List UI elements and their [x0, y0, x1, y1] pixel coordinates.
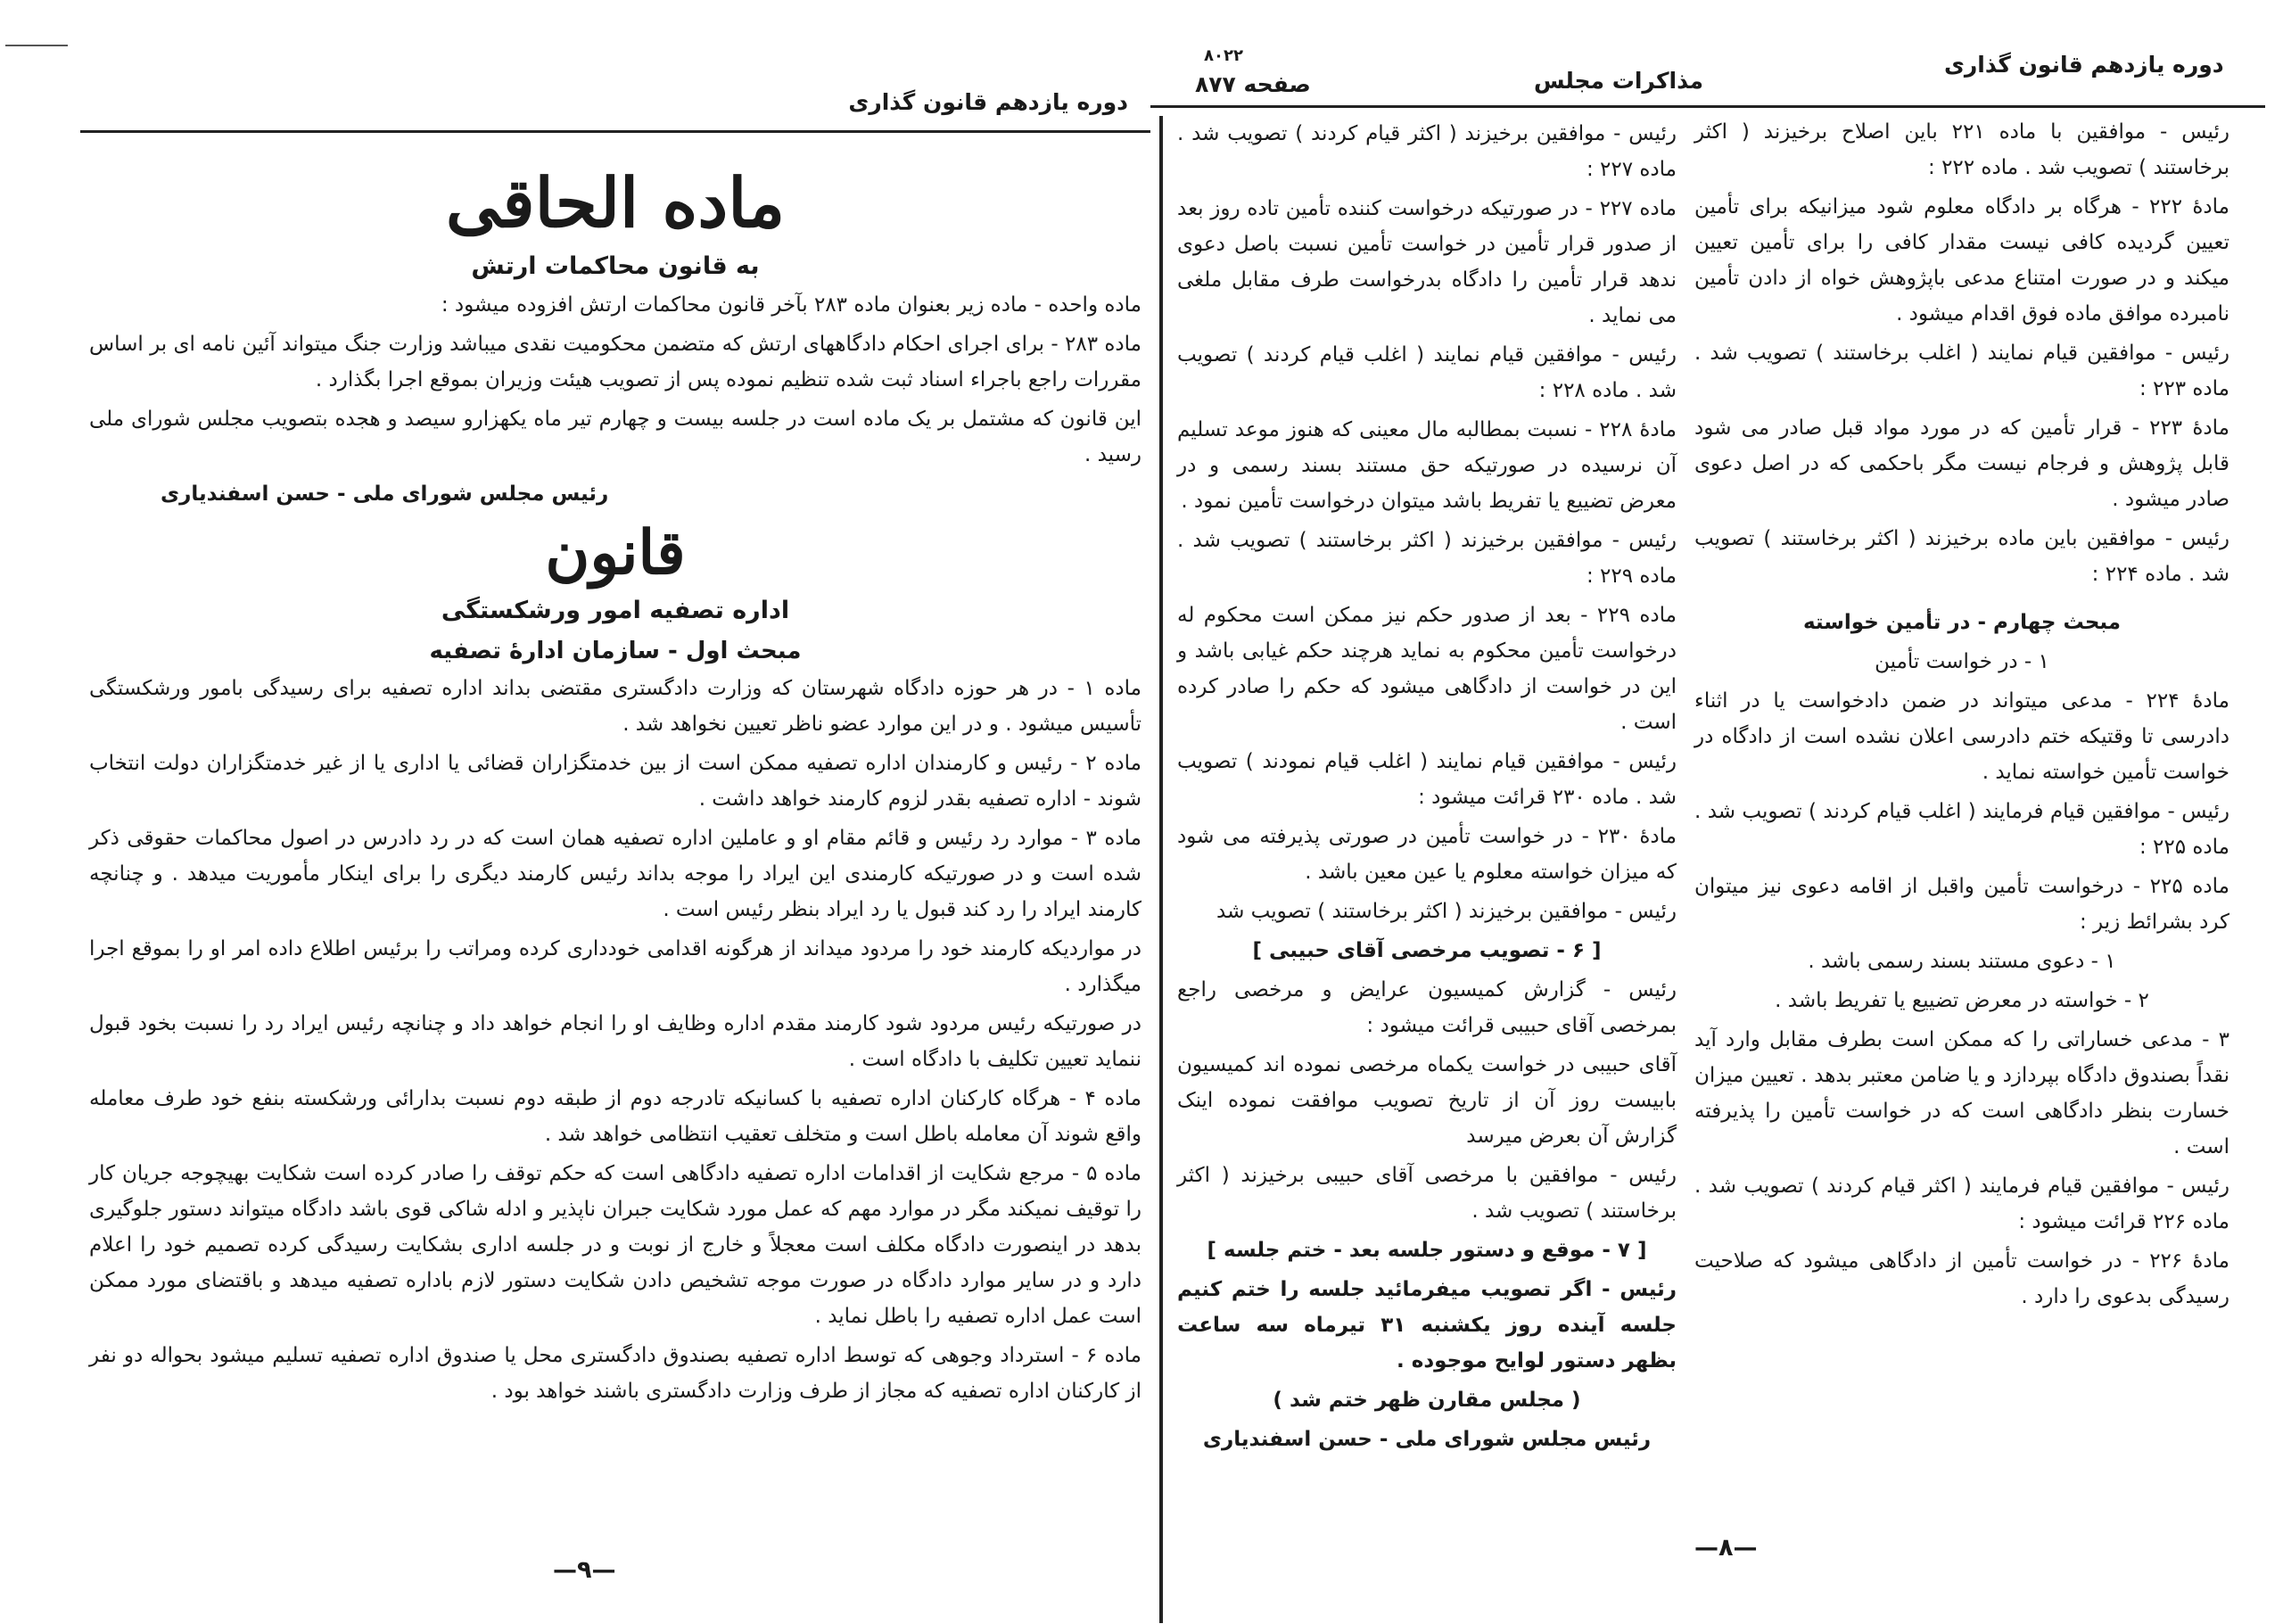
condition-item: ۲ - خواسته در معرض تضییع یا تفریط باشد .	[1775, 989, 2149, 1012]
proceeding-paragraph: رئیس - موافقین با ماده ۲۲۱ باین اصلاح برخیزند ( اکثر برخاستند ) تصویب شد . ماده ۲۲۲ :	[1694, 120, 2229, 179]
right-header-title: مذاکرات مجلس	[1534, 68, 1704, 94]
article-paragraph: در صورتیکه رئیس مردود شود کارمند مقدم اداره وظایف او را انجام خواهد داد و چنانچه رئیس ایراد رد را نسبت بخود قبول ننماید تعیین تکلیف با دادگاه است .	[89, 1012, 1142, 1071]
article-paragraph: ماده ۴ - هرگاه کارکنان اداره تصفیه با کسانیکه تادرجه دوم از طبقه دوم نسبت بدارائی ورشکسته بنفع خود طرف معامله واقع شوند آن معامله باطل است و متخلف تعقیب انتظامی خواهد شد .	[89, 1087, 1142, 1146]
proceeding-paragraph: ماده ۲۲۵ - درخواست تأمین واقبل از اقامه دعوی نیز میتوان کرد بشرائط زیر :	[1694, 875, 2230, 934]
proceeding-paragraph: رئیس - موافقین قیام نمایند ( اغلب برخاستند ) تصویب شد . ماده ۲۲۳ :	[1694, 342, 2229, 400]
page-spine-divider	[1159, 116, 1163, 1623]
article-paragraph: در مواردیکه کارمند خود را مردود میداند از هرگونه اقدامی خودداری کرده ومراتب را برئیس اطلاع داده امر او را بموقع اجرا میگذارد .	[89, 937, 1142, 996]
left-page-number: —۹—	[553, 1556, 616, 1584]
right-header-rule	[1150, 105, 2265, 108]
proceeding-paragraph: مادهٔ ۲۳۰ - در خواست تأمین در صورتی پذیرفته می شود که میزان خواسته معلوم یا عین معین باشد .	[1177, 825, 1677, 884]
proceeding-paragraph: رئیس - موافقین برخیزند ( اکثر برخاستند ) تصویب شد . ماده ۲۲۹ :	[1177, 529, 1677, 588]
left-body-column	[89, 161, 1142, 1413]
condition-item: ۳ - مدعی خساراتی را که ممکن است بطرف مقابل وارد آید نقداً بصندوق دادگاه بپردازد و یا ضامن معتبر بدهد . تعیین میزان خسارت بنظر دادگاهی است که در خواست تأمین را پذیرفته است .	[1694, 1028, 2229, 1158]
subsection-heading: مبحث چهارم - در تأمین خواسته	[1802, 611, 2122, 634]
section-heading: مبحث اول - سازمان ادارهٔ تصفیه	[429, 638, 802, 664]
condition-item: ۱ - دعوی مستند بسند رسمی باشد .	[1808, 950, 2116, 973]
proceeding-paragraph: ماده ۲۲۷ - در صورتیکه درخواست کننده تأمین تاده روز بعد از صدور قرار تأمین در خواست تأمین نسبت باصل دعوی ندهد قرار تأمین را دادگاه بدرخواست طرف مقابل ملغی می نماید .	[1177, 197, 1677, 327]
right-column-b	[1177, 116, 1677, 1461]
article-paragraph: ماده ۲ - رئیس و کارمندان اداره تصفیه ممکن است از بین خدمتگزاران قضائی یا اداری یا از غیر خدمتگزاران دولت انتخاب شوند - اداره تصفیه بقدر لزوم کارمند خواهد داشت .	[89, 752, 1142, 811]
proceeding-paragraph: رئیس - گزارش کمیسیون عرایض و مرخصی راجع بمرخصی آقای حبیبی قرائت میشود :	[1177, 978, 1677, 1037]
proceeding-paragraph: رئیس - موافقین با مرخصی آقای حبیبی برخیزند ( اکثر برخاستند ) تصویب شد .	[1177, 1164, 1677, 1223]
right-header-series: دوره یازدهم قانون گذاری	[1944, 52, 2224, 78]
proceeding-paragraph: مادهٔ ۲۲۶ - در خواست تأمین از دادگاهی میشود که صلاحیت رسیدگی بدعوی را دارد .	[1694, 1249, 2230, 1308]
agenda-heading: [ ۷ - موقع و دستور جلسه بعد - ختم جلسه ]	[1207, 1239, 1647, 1262]
proceeding-paragraph: رئیس - موافقین قیام فرمایند ( اکثر قیام کردند ) تصویب شد . ماده ۲۲۶ قرائت میشود :	[1694, 1175, 2229, 1233]
session-end-note: ( مجلس مقارن ظهر ختم شد )	[1273, 1389, 1581, 1412]
addendum-paragraph: این قانون که مشتمل بر یک ماده است در جلسه بیست و چهارم تیر ماه یکهزارو سیصد و هجده بتصویب مجلس شورای ملی رسید .	[89, 408, 1142, 466]
addendum-signature: رئیس مجلس شورای ملی - حسن اسفندیاری	[161, 482, 609, 506]
closing-paragraph: رئیس - اگر تصویب میفرمائید جلسه را ختم کنیم جلسه آینده روز یکشنبه ۳۱ تیرماه سه ساعت بظهر دستور لوایح موجوده .	[1177, 1278, 1677, 1373]
right-header-page: صفحه ۸۷۷	[1195, 71, 1311, 97]
article-paragraph: ماده ۶ - استرداد وجوهی که توسط اداره تصفیه بصندوق دادگستری محل یا صندوق اداره تصفیه تسلیم میشود بحواله دو نفر از کارکنان اداره تصفیه که مجاز از طرف وزارت دادگستری باشند خواهد بود .	[89, 1344, 1142, 1403]
article-paragraph: ماده ۵ - مرجع شکایت از اقدامات اداره تصفیه دادگاهی است که حکم توقف را صادر کرده است شکایت بهیچوجه جریان کار را توقیف نمیکند مگر در موارد مهم که عمل مورد شکایت جبران ناپذیر و ادله شاکی قوی باشد دادگاه میتواند دستور جلوگیری بدهد در اینصورت دادگاه مکلف است معجلاً و خارج از نوبت و در جلسه اداری بشکایت رسیدگی کرده تصمیم خود را اعلام دارد و در سایر موارد دادگاه در صورت موجه تشخیص دادن شکایت دستور لازم باداره تصفیه میدهد و باقتضای مورد ممکن است عمل اداره تصفیه را باطل نماید .	[89, 1162, 1142, 1328]
proceeding-paragraph: مادهٔ ۲۲۳ - قرار تأمین که در مورد مواد قبل صادر می شود قابل پژوهش و فرجام نیست مگر باحکمی که در اصل دعوی صادر میشود .	[1694, 416, 2229, 511]
proceeding-paragraph: رئیس - موافقین قیام نمایند ( اغلب قیام کردند ) تصویب شد . ماده ۲۲۸ :	[1177, 343, 1677, 402]
proceeding-paragraph: مادهٔ ۲۲۲ - هرگاه بر دادگاه معلوم شود میزانیکه برای تأمین تعیین گردیده کافی نیست مقدار کافی را برای تأمین تعیین میکند و در صورت امتناع مدعی باپژوهش خواه از دادن تأمین نامبرده موافق ماده فوق اقدام میشود .	[1694, 195, 2229, 326]
proceeding-paragraph: رئیس - موافقین برخیزند ( اکثر برخاستند ) تصویب شد	[1216, 900, 1677, 923]
addendum-paragraph: ماده ۲۸۳ - برای اجرای احکام دادگاههای ارتش که متضمن محکومیت نقدی میباشد وزارت جنگ میتواند آئین نامه ای بر اساس مقررات راجع باجراء اسناد ثبت شده تنظیم نموده پس از تصویب هیئت وزیران بموقع اجرا بگذارد .	[89, 333, 1142, 392]
left-running-header: دوره یازدهم قانون گذاری	[848, 89, 1128, 115]
addendum-subtitle: به قانون محاکمات ارتش	[471, 252, 760, 280]
proceeding-paragraph: رئیس - موافقین قیام فرمایند ( اغلب قیام کردند ) تصویب شد . ماده ۲۲۵ :	[1694, 800, 2229, 859]
right-column-a	[1694, 114, 2229, 1318]
law-title: قانون	[545, 517, 686, 589]
agenda-heading: [ ۶ - تصویب مرخصی آقای حبیبی ]	[1252, 939, 1602, 962]
scan-corner-mark	[5, 45, 68, 46]
addendum-paragraph: ماده واحده - ماده زیر بعنوان ماده ۲۸۳ بآخر قانون محاکمات ارتش افزوده میشود :	[441, 293, 1142, 317]
article-paragraph: ماده ۱ - در هر حوزه دادگاه شهرستان که وزارت دادگستری مقتضی بداند اداره تصفیه برای رسیدگی بامور ورشکستگی تأسیس میشود . و در این موارد عضو ناظر تعیین نخواهد شد .	[89, 677, 1142, 736]
law-subtitle: اداره تصفیه امور ورشکستگی	[441, 597, 790, 624]
article-paragraph: ماده ۳ - موارد رد رئیس و قائم مقام او و عاملین اداره تصفیه همان است که در رد دادرس در اصول محاکمات حقوقی ذکر شده است و در صورتیکه کارمندی این ایراد را موجه بداند رئیس کارمند دیگری را برای اینکار مأموریت میدهد . و چنانچه کارمند ایراد را رد کند قبول یا رد ایراد بنظر رئیس است .	[89, 827, 1142, 921]
proceeding-paragraph: رئیس - موافقین برخیزند ( اکثر قیام کردند ) تصویب شد . ماده ۲۲۷ :	[1177, 122, 1677, 181]
proceeding-paragraph: رئیس - موافقین قیام نمایند ( اغلب قیام نمودند ) تصویب شد . ماده ۲۳۰ قرائت میشود :	[1177, 750, 1677, 809]
right-header-mark: ۸۰۲۲	[1204, 46, 1243, 65]
proceeding-paragraph: آقای حبیبی در خواست یکماه مرخصی نموده اند کمیسیون بابیست روز آن از تاریخ تصویب موافقت نموده اینک گزارش آن بعرض میرسد	[1177, 1053, 1677, 1148]
addendum-title: ماده الحاقی	[445, 163, 786, 243]
proceeding-paragraph: مادهٔ ۲۲۴ - مدعی میتواند در ضمن دادخواست یا در اثناء دادرسی تا وقتیکه ختم دادرسی اعلان نشده است از دادگاه در خواست تأمین خواسته نماید .	[1694, 689, 2229, 784]
left-header-rule	[80, 130, 1150, 133]
right-page-number: —۸—	[1694, 1534, 1758, 1562]
proceeding-paragraph: ماده ۲۲۹ - بعد از صدور حکم نیز ممکن است محکوم له درخواست تأمین محکوم به نماید هرچند حکم غیابی باشد و این در خواست از دادگاهی میشود که حکم را صادر کرده است .	[1177, 604, 1677, 734]
closing-signature: رئیس مجلس شورای ملی - حسن اسفندیاری	[1202, 1428, 1652, 1451]
proceeding-paragraph: رئیس - موافقین باین ماده برخیزند ( اکثر برخاستند ) تصویب شد . ماده ۲۲۴ :	[1694, 527, 2229, 586]
subsection-heading: ۱ - در خواست تأمین	[1875, 650, 2049, 673]
proceeding-paragraph: مادهٔ ۲۲۸ - نسبت بمطالبه مال معینی که هنوز موعد تسلیم آن نرسیده در صورتیکه حق مستند بسند رسمی و در معرض تضییع یا تفریط باشد میتوان درخواست تأمین نمود .	[1177, 418, 1677, 513]
